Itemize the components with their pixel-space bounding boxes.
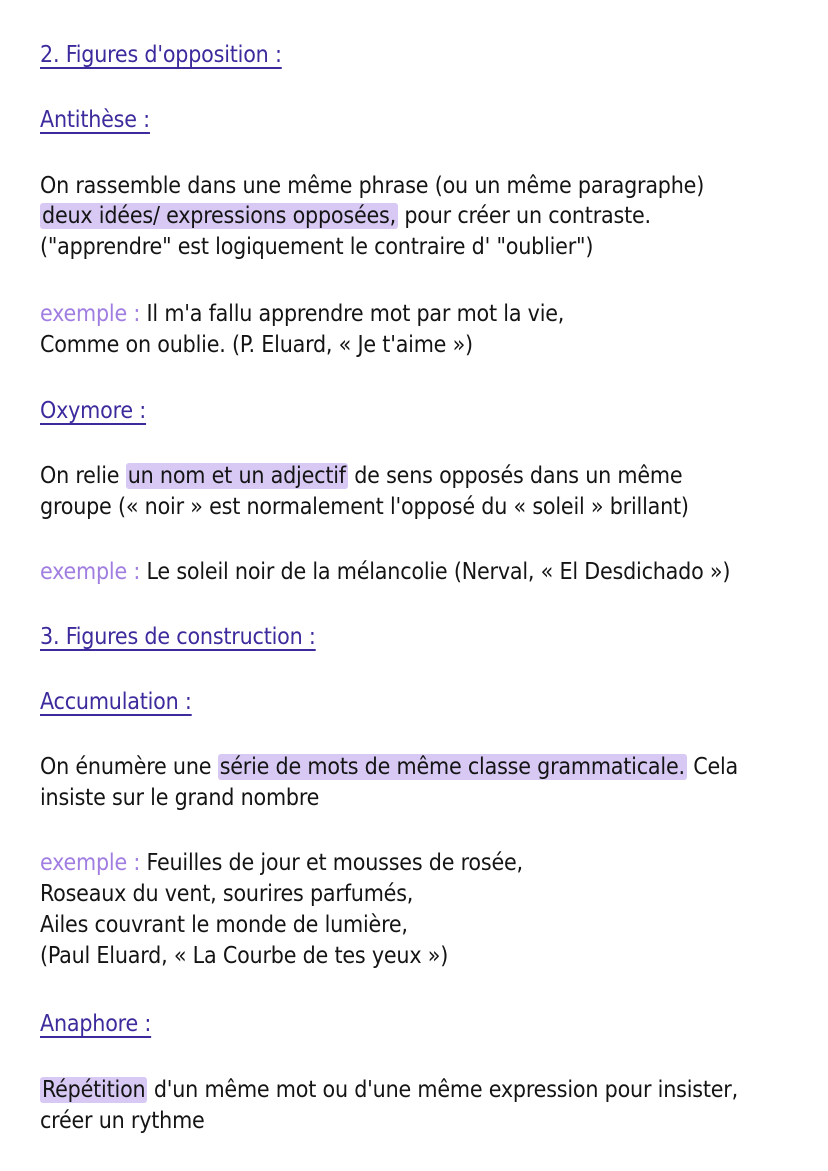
anaphore-heading: Anaphore : (40, 1011, 152, 1037)
oxymore-definition-line-1 (40, 461, 682, 492)
accumulation-definition-post: Cela (686, 754, 739, 780)
oxymore-highlight: un nom et un adjectif (127, 463, 346, 489)
accumulation-example-line-3: Ailes couvrant le monde de lumière, (40, 912, 408, 938)
accumulation-definition-pre: On énumère une (40, 754, 218, 780)
anaphore-definition-line-2: créer un rythme (40, 1108, 205, 1134)
anaphore-highlight: Répétition (42, 1077, 146, 1103)
antithese-heading: Antithèse : (40, 107, 150, 133)
oxymore-definition-line-2: groupe (« noir » est normalement l'opposé du « soleil » brillant) (40, 494, 689, 520)
antithese-example-line-1 (40, 299, 564, 330)
example-label: exemple : (40, 559, 147, 585)
example-label: exemple : (40, 850, 147, 876)
antithese-definition-line-2 (40, 201, 651, 232)
antithese-definition-line-1: On rassemble dans une même phrase (ou un même paragraphe) (40, 173, 705, 199)
accumulation-definition-line-1 (40, 752, 738, 783)
accumulation-example-text: Feuilles de jour et mousses de rosée, (146, 850, 523, 876)
accumulation-heading: Accumulation : (40, 689, 192, 715)
section-2-title: 2. Figures d'opposition : (40, 42, 282, 68)
antithese-highlight: deux idées/ expressions opposées, (42, 203, 396, 229)
accumulation-highlight: série de mots de même classe grammaticale. (219, 754, 685, 780)
oxymore-definition-post: de sens opposés dans un même (347, 463, 683, 489)
accumulation-example-line-2: Roseaux du vent, sourires parfumés, (40, 881, 414, 907)
anaphore-definition-line-1 (40, 1075, 738, 1106)
example-label: exemple : (40, 301, 147, 327)
antithese-example-text: Il m'a fallu apprendre mot par mot la vie, (146, 301, 565, 327)
oxymore-heading: Oxymore : (40, 398, 147, 424)
antithese-definition-line-3: ("apprendre" est logiquement le contraire d' "oublier") (40, 234, 594, 260)
accumulation-definition-line-2: insiste sur le grand nombre (40, 785, 320, 811)
antithese-definition-rest: pour créer un contraste. (397, 203, 651, 229)
antithese-example-line-2: Comme on oublie. (P. Eluard, « Je t'aime ») (40, 332, 473, 358)
section-3-title: 3. Figures de construction : (40, 624, 316, 650)
oxymore-example-line-1 (40, 557, 730, 588)
oxymore-example-text: Le soleil noir de la mélancolie (Nerval, « El Desdichado ») (146, 559, 731, 585)
anaphore-definition-post: d'un même mot ou d'une même expression pour insister, (147, 1077, 738, 1103)
accumulation-example-line-4: (Paul Eluard, « La Courbe de tes yeux ») (40, 943, 449, 969)
accumulation-example-line-1 (40, 848, 523, 879)
oxymore-definition-pre: On relie (40, 463, 126, 489)
